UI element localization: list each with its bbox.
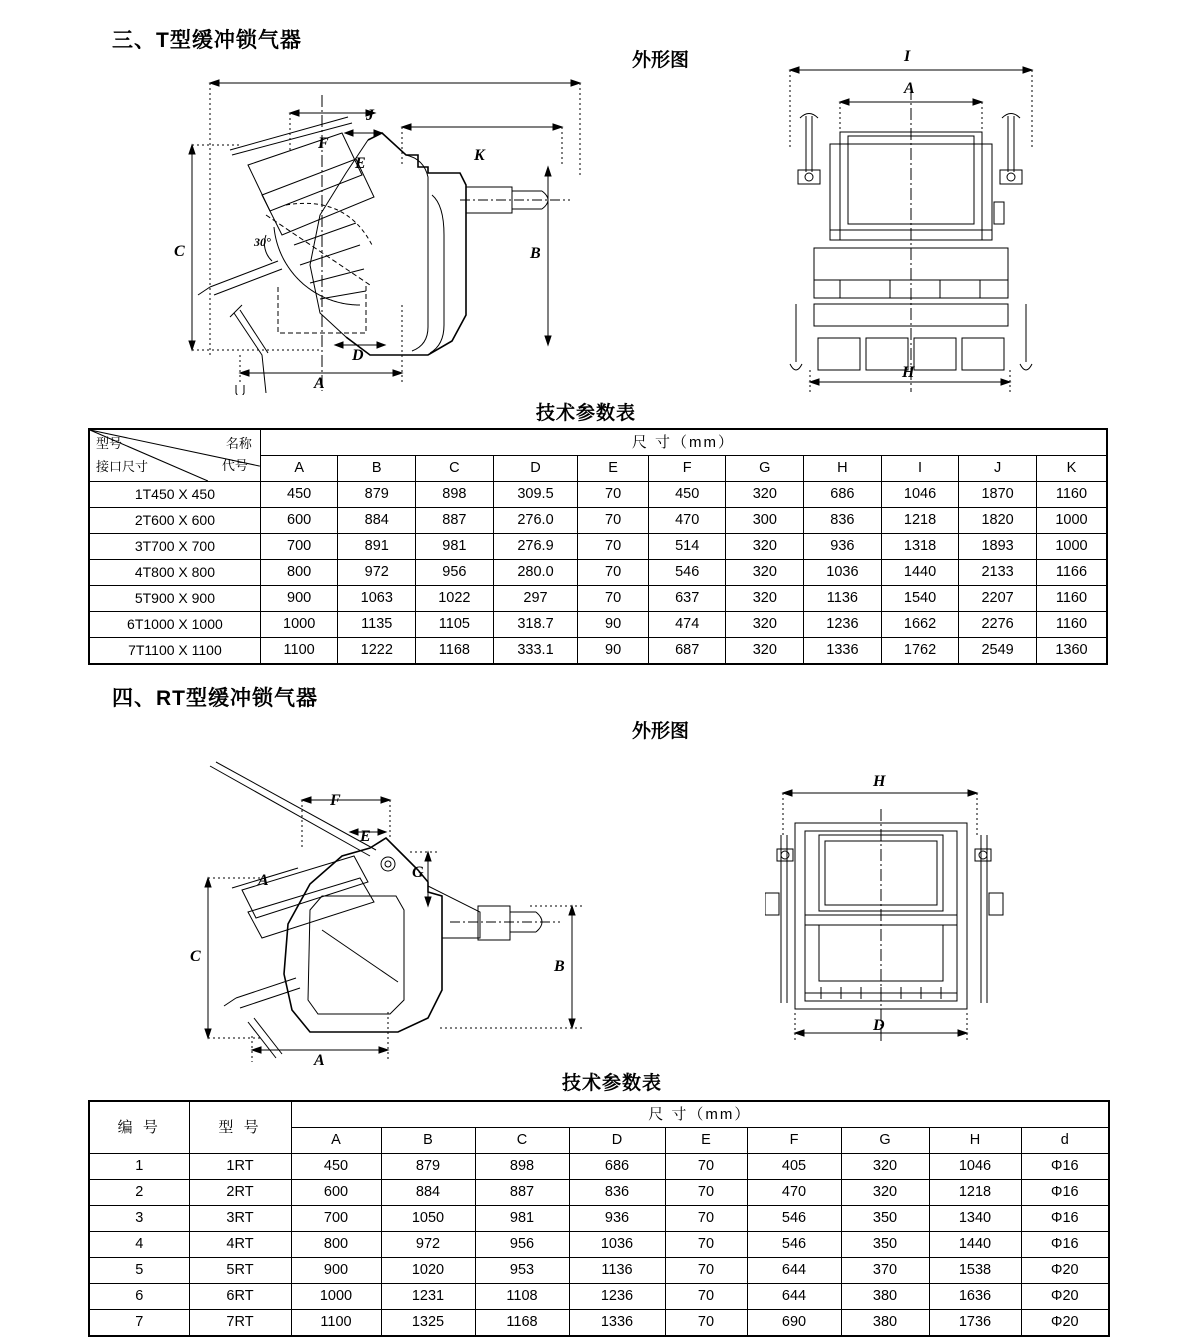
- cell-G: 380: [841, 1284, 929, 1310]
- cell-H: 1340: [929, 1206, 1021, 1232]
- dim-b: B: [554, 958, 565, 975]
- dim-e: E: [355, 155, 366, 172]
- cell-K: 1160: [1036, 586, 1107, 612]
- table-row: [89, 560, 1107, 586]
- cell-A: 450: [291, 1154, 381, 1180]
- row-no: 2: [89, 1180, 189, 1206]
- cell-H: 1538: [929, 1258, 1021, 1284]
- cell-E: 70: [665, 1232, 747, 1258]
- table-header-row: [89, 429, 1107, 456]
- cell-G: 380: [841, 1310, 929, 1337]
- cell-A: 800: [260, 560, 338, 586]
- cell-E: 70: [665, 1258, 747, 1284]
- cell-G: 320: [726, 482, 804, 508]
- cell-J: 1870: [959, 482, 1037, 508]
- cell-F: 474: [648, 612, 726, 638]
- cell-d: Φ20: [1021, 1258, 1109, 1284]
- col-E: E: [665, 1128, 747, 1154]
- cell-I: 1046: [881, 482, 959, 508]
- cell-I: 1540: [881, 586, 959, 612]
- col-B: B: [381, 1128, 475, 1154]
- dim-k: K: [474, 147, 485, 164]
- row-model: 3RT: [189, 1206, 291, 1232]
- row-model: 6T1000 X 1000: [89, 612, 260, 638]
- cell-E: 70: [665, 1180, 747, 1206]
- dim-a-upper: A: [258, 872, 269, 889]
- cell-J: 2549: [959, 638, 1037, 665]
- cell-J: 2133: [959, 560, 1037, 586]
- dimension-group-header: 尺 寸（mm）: [291, 1101, 1109, 1128]
- cell-F: 690: [747, 1310, 841, 1337]
- cell-C: 887: [475, 1180, 569, 1206]
- cell-B: 1050: [381, 1206, 475, 1232]
- cell-J: 2276: [959, 612, 1037, 638]
- cell-D: 333.1: [493, 638, 578, 665]
- cell-D: 1236: [569, 1284, 665, 1310]
- cell-d: Φ20: [1021, 1284, 1109, 1310]
- cell-F: 405: [747, 1154, 841, 1180]
- cell-H: 1336: [804, 638, 882, 665]
- cell-F: 644: [747, 1284, 841, 1310]
- dim-f: F: [330, 792, 341, 809]
- row-model: 1T450 X 450: [89, 482, 260, 508]
- row-model: 5T900 X 900: [89, 586, 260, 612]
- cell-A: 800: [291, 1232, 381, 1258]
- cell-B: 972: [338, 560, 416, 586]
- cell-D: 836: [569, 1180, 665, 1206]
- table-row: [89, 508, 1107, 534]
- table-caption-t-type: 技术参数表: [536, 403, 637, 424]
- cell-G: 320: [841, 1154, 929, 1180]
- dim-b: B: [530, 245, 541, 262]
- table-row: [89, 1258, 1109, 1284]
- table-row: [89, 586, 1107, 612]
- corner-label-model: 型号: [96, 436, 123, 451]
- corner-label-name: 名称: [225, 436, 252, 451]
- cell-F: 470: [648, 508, 726, 534]
- row-model: 1RT: [189, 1154, 291, 1180]
- cell-G: 320: [726, 638, 804, 665]
- cell-E: 70: [665, 1206, 747, 1232]
- t-type-front-view-drawing: [770, 48, 1050, 397]
- spec-table-t-type-wrapper: [88, 428, 1108, 665]
- table-row: [89, 1232, 1109, 1258]
- drawing-label-rt-type: 外形图: [632, 721, 690, 742]
- dim-h: H: [873, 773, 886, 790]
- cell-A: 450: [260, 482, 338, 508]
- dim-d: D: [873, 1017, 885, 1034]
- cell-F: 546: [747, 1232, 841, 1258]
- cell-I: 1440: [881, 560, 959, 586]
- row-no: 6: [89, 1284, 189, 1310]
- cell-A: 1100: [291, 1310, 381, 1337]
- cell-C: 887: [416, 508, 494, 534]
- cell-K: 1000: [1036, 508, 1107, 534]
- cell-B: 891: [338, 534, 416, 560]
- table-row: [89, 1284, 1109, 1310]
- cell-C: 956: [475, 1232, 569, 1258]
- cell-C: 1168: [416, 638, 494, 665]
- cell-F: 546: [747, 1206, 841, 1232]
- cell-G: 320: [726, 586, 804, 612]
- cell-I: 1662: [881, 612, 959, 638]
- col-H: H: [804, 456, 882, 482]
- table-caption-rt-type: 技术参数表: [562, 1073, 663, 1094]
- cell-G: 320: [726, 560, 804, 586]
- cell-H: 1036: [804, 560, 882, 586]
- rt-type-front-view-drawing: [765, 765, 1025, 1055]
- spec-table-t-type: [88, 428, 1108, 665]
- dim-d: D: [352, 347, 364, 364]
- cell-D: 1336: [569, 1310, 665, 1337]
- col-A: A: [291, 1128, 381, 1154]
- row-no: 4: [89, 1232, 189, 1258]
- cell-F: 450: [648, 482, 726, 508]
- cell-K: 1160: [1036, 612, 1107, 638]
- cell-B: 1063: [338, 586, 416, 612]
- cell-D: 318.7: [493, 612, 578, 638]
- cell-H: 1236: [804, 612, 882, 638]
- cell-C: 953: [475, 1258, 569, 1284]
- cell-D: 1136: [569, 1258, 665, 1284]
- cell-E: 70: [578, 534, 649, 560]
- cell-E: 70: [578, 508, 649, 534]
- corner-label-interface: 接口尺寸: [96, 459, 149, 474]
- row-no: 1: [89, 1154, 189, 1180]
- cell-C: 1022: [416, 586, 494, 612]
- dim-g: G: [412, 864, 424, 881]
- dim-c: C: [190, 948, 201, 965]
- cell-d: Φ20: [1021, 1310, 1109, 1337]
- cell-D: 276.9: [493, 534, 578, 560]
- cell-D: 280.0: [493, 560, 578, 586]
- cell-C: 956: [416, 560, 494, 586]
- cell-D: 297: [493, 586, 578, 612]
- cell-B: 1135: [338, 612, 416, 638]
- cell-d: Φ16: [1021, 1232, 1109, 1258]
- section-heading-rt-type: 四、RT型缓冲锁气器: [112, 687, 318, 710]
- cell-H: 1440: [929, 1232, 1021, 1258]
- cell-B: 879: [338, 482, 416, 508]
- cell-H: 936: [804, 534, 882, 560]
- col-J: J: [959, 456, 1037, 482]
- cell-J: 2207: [959, 586, 1037, 612]
- cell-A: 1100: [260, 638, 338, 665]
- cell-E: 70: [578, 560, 649, 586]
- col-K: K: [1036, 456, 1107, 482]
- cell-F: 687: [648, 638, 726, 665]
- cell-A: 1000: [260, 612, 338, 638]
- cell-B: 1222: [338, 638, 416, 665]
- cell-J: 1893: [959, 534, 1037, 560]
- drawing-label-t-type: 外形图: [632, 50, 690, 71]
- row-model: 4T800 X 800: [89, 560, 260, 586]
- cell-F: 514: [648, 534, 726, 560]
- t-type-side-view-drawing: [170, 55, 590, 395]
- cell-B: 884: [381, 1180, 475, 1206]
- cell-d: Φ16: [1021, 1154, 1109, 1180]
- table-row: [89, 482, 1107, 508]
- cell-H: 836: [804, 508, 882, 534]
- cell-I: 1218: [881, 508, 959, 534]
- dimension-group-header: 尺 寸（mm）: [260, 429, 1107, 456]
- rt-type-side-view-drawing: [190, 760, 590, 1070]
- row-model: 7RT: [189, 1310, 291, 1337]
- col-D: D: [493, 456, 578, 482]
- dim-e: E: [360, 828, 371, 845]
- cell-B: 1231: [381, 1284, 475, 1310]
- dim-a-bottom: A: [314, 1052, 325, 1069]
- cell-H: 1046: [929, 1154, 1021, 1180]
- col-F: F: [747, 1128, 841, 1154]
- col-B: B: [338, 456, 416, 482]
- cell-E: 90: [578, 638, 649, 665]
- cell-E: 70: [578, 482, 649, 508]
- cell-C: 981: [416, 534, 494, 560]
- cell-A: 600: [291, 1180, 381, 1206]
- cell-A: 900: [260, 586, 338, 612]
- cell-G: 320: [726, 534, 804, 560]
- cell-D: 936: [569, 1206, 665, 1232]
- section-heading-t-type: 三、T型缓冲锁气器: [112, 29, 302, 52]
- col-C: C: [475, 1128, 569, 1154]
- cell-K: 1166: [1036, 560, 1107, 586]
- cell-A: 1000: [291, 1284, 381, 1310]
- dim-a: A: [314, 375, 325, 392]
- cell-H: 1636: [929, 1284, 1021, 1310]
- cell-C: 1105: [416, 612, 494, 638]
- cell-E: 90: [578, 612, 649, 638]
- cell-E: 70: [665, 1310, 747, 1337]
- cell-F: 470: [747, 1180, 841, 1206]
- cell-B: 1325: [381, 1310, 475, 1337]
- spec-table-rt-type: [88, 1100, 1110, 1337]
- row-model: 4RT: [189, 1232, 291, 1258]
- cell-I: 1762: [881, 638, 959, 665]
- row-model: 6RT: [189, 1284, 291, 1310]
- cell-E: 70: [665, 1284, 747, 1310]
- cell-F: 644: [747, 1258, 841, 1284]
- cell-C: 1108: [475, 1284, 569, 1310]
- cell-H: 1736: [929, 1310, 1021, 1337]
- table-row: [89, 1206, 1109, 1232]
- cell-H: 1136: [804, 586, 882, 612]
- cell-H: 1218: [929, 1180, 1021, 1206]
- col-E: E: [578, 456, 649, 482]
- dim-f: F: [318, 135, 329, 152]
- cell-d: Φ16: [1021, 1180, 1109, 1206]
- spec-table-rt-type-wrapper: [88, 1100, 1110, 1337]
- table-row: [89, 1180, 1109, 1206]
- cell-H: 686: [804, 482, 882, 508]
- row-model: 7T1100 X 1100: [89, 638, 260, 665]
- cell-A: 900: [291, 1258, 381, 1284]
- cell-D: 686: [569, 1154, 665, 1180]
- col-F: F: [648, 456, 726, 482]
- cell-C: 898: [475, 1154, 569, 1180]
- col-G: G: [841, 1128, 929, 1154]
- dim-c: C: [174, 243, 185, 260]
- col-H: H: [929, 1128, 1021, 1154]
- col-I: I: [881, 456, 959, 482]
- cell-F: 637: [648, 586, 726, 612]
- row-model: 5RT: [189, 1258, 291, 1284]
- cell-B: 972: [381, 1232, 475, 1258]
- dim-angle-30: 30°: [254, 235, 271, 249]
- row-no: 5: [89, 1258, 189, 1284]
- header-no: 编 号: [89, 1101, 189, 1154]
- cell-I: 1318: [881, 534, 959, 560]
- cell-B: 879: [381, 1154, 475, 1180]
- cell-G: 370: [841, 1258, 929, 1284]
- cell-G: 350: [841, 1232, 929, 1258]
- cell-B: 1020: [381, 1258, 475, 1284]
- col-G: G: [726, 456, 804, 482]
- cell-J: 1820: [959, 508, 1037, 534]
- cell-d: Φ16: [1021, 1206, 1109, 1232]
- row-model: 2RT: [189, 1180, 291, 1206]
- cell-B: 884: [338, 508, 416, 534]
- col-A: A: [260, 456, 338, 482]
- row-no: 7: [89, 1310, 189, 1337]
- cell-G: 300: [726, 508, 804, 534]
- cell-G: 350: [841, 1206, 929, 1232]
- row-model: 3T700 X 700: [89, 534, 260, 560]
- table-row: [89, 1310, 1109, 1337]
- cell-A: 700: [291, 1206, 381, 1232]
- cell-A: 700: [260, 534, 338, 560]
- cell-D: 309.5: [493, 482, 578, 508]
- cell-C: 898: [416, 482, 494, 508]
- corner-label-code: 代号: [221, 458, 248, 473]
- cell-C: 981: [475, 1206, 569, 1232]
- cell-G: 320: [841, 1180, 929, 1206]
- cell-E: 70: [578, 586, 649, 612]
- cell-A: 600: [260, 508, 338, 534]
- cell-K: 1000: [1036, 534, 1107, 560]
- table-header-row: [89, 1101, 1109, 1128]
- dim-i: I: [904, 48, 911, 65]
- cell-D: 276.0: [493, 508, 578, 534]
- corner-header-cell: [89, 429, 260, 482]
- table-row: [89, 612, 1107, 638]
- cell-F: 546: [648, 560, 726, 586]
- cell-K: 1360: [1036, 638, 1107, 665]
- header-model: 型 号: [189, 1101, 291, 1154]
- dim-h: H: [902, 364, 915, 381]
- cell-E: 70: [665, 1154, 747, 1180]
- col-C: C: [416, 456, 494, 482]
- dim-j: J: [366, 107, 374, 124]
- table-row: [89, 638, 1107, 665]
- table-row: [89, 534, 1107, 560]
- row-no: 3: [89, 1206, 189, 1232]
- row-model: 2T600 X 600: [89, 508, 260, 534]
- dim-a-front: A: [904, 80, 915, 97]
- col-d: d: [1021, 1128, 1109, 1154]
- cell-K: 1160: [1036, 482, 1107, 508]
- table-row: [89, 1154, 1109, 1180]
- cell-D: 1036: [569, 1232, 665, 1258]
- col-D: D: [569, 1128, 665, 1154]
- cell-C: 1168: [475, 1310, 569, 1337]
- cell-G: 320: [726, 612, 804, 638]
